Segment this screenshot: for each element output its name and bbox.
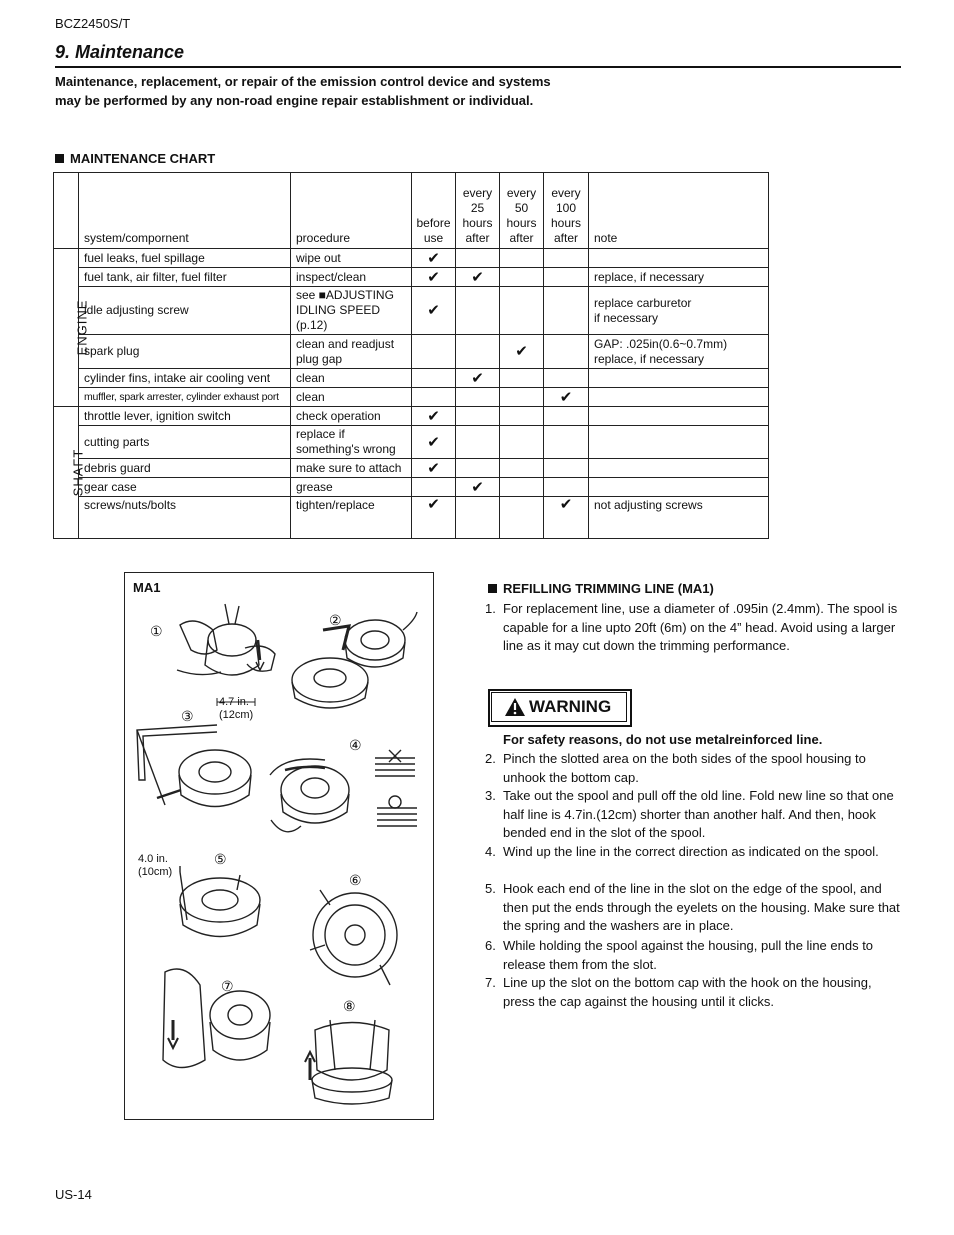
table-row: [54, 426, 769, 459]
header-blank: [54, 173, 79, 249]
intro-text: Maintenance, replacement, or repair of the emission control device and systems may be performed by any non-road engine repair establishment or individual.: [55, 74, 551, 108]
row-procedure: tighten/replace: [291, 497, 412, 539]
check-icon: ✔: [456, 369, 500, 388]
check-icon: ✔: [500, 335, 544, 369]
refill-heading: REFILLING TRIMMING LINE (MA1): [488, 581, 714, 596]
step2-illustration: [292, 612, 417, 708]
header-every-25: every 25 hours after: [456, 173, 500, 249]
group-engine: ENGINE: [54, 249, 79, 407]
refill-step-7: 7. Line up the slot on the bottom cap with the hook on the housing, press the cap against the housing until it clicks.: [485, 975, 872, 1009]
check-icon: ✔: [412, 426, 456, 459]
row-note: GAP: .025in(0.6~0.7mm) replace, if necessary: [589, 335, 769, 369]
row-note: [589, 426, 769, 459]
header-every-50: every 50 hours after: [500, 173, 544, 249]
row-procedure: inspect/clean: [291, 268, 412, 287]
figure-label: MA1: [133, 580, 161, 595]
header-every-100: every 100 hours after: [544, 173, 589, 249]
row-note: replace, if necessary: [589, 268, 769, 287]
step7-illustration: [163, 969, 270, 1068]
check-icon: ✔: [544, 388, 589, 407]
step-number-7: ⑦: [221, 978, 234, 994]
refill-step-4: 4. Wind up the line in the correct direction as indicated on the spool.: [485, 844, 879, 859]
step-number-3: ③: [181, 708, 194, 724]
step8-illustration: [305, 1020, 392, 1104]
row-note: [589, 249, 769, 268]
page-number: US-14: [55, 1187, 92, 1202]
row-system: fuel leaks, fuel spillage: [79, 249, 291, 268]
row-system: debris guard: [79, 459, 291, 478]
square-bullet-icon: [55, 154, 64, 163]
refill-step-6: 6. While holding the spool against the housing, pull the line ends to release them from the slot.: [485, 938, 874, 972]
row-note: [589, 369, 769, 388]
warning-triangle-icon: [504, 697, 526, 717]
row-procedure: check operation: [291, 407, 412, 426]
header-before-use: before use: [412, 173, 456, 249]
check-icon: ✔: [544, 497, 589, 539]
row-note: [589, 388, 769, 407]
check-icon: ✔: [412, 407, 456, 426]
row-note: not adjusting screws: [589, 497, 769, 539]
header-procedure: procedure: [291, 173, 412, 249]
row-system: spark plug: [79, 335, 291, 369]
warning-text: For safety reasons, do not use metalreinforced line.: [503, 732, 823, 747]
check-icon: ✔: [412, 459, 456, 478]
row-system: cylinder fins, intake air cooling vent: [79, 369, 291, 388]
table-row: [54, 407, 769, 426]
table-row: [54, 335, 769, 369]
step5-illustration: [180, 866, 260, 937]
row-system: screws/nuts/bolts: [79, 497, 291, 539]
check-icon: ✔: [412, 268, 456, 287]
refill-step-3: 3. Take out the spool and pull off the old line. Fold new line so that one half line is 4.7in.(12cm) shorter than another half. And then, hook bended end in the slot of the spool.: [485, 788, 894, 840]
check-icon: ✔: [456, 478, 500, 497]
maintenance-chart-table: [53, 172, 769, 539]
check-icon: ✔: [412, 249, 456, 268]
row-system: throttle lever, ignition switch: [79, 407, 291, 426]
row-procedure: grease: [291, 478, 412, 497]
step-number-4: ④: [349, 737, 362, 753]
row-note: [589, 407, 769, 426]
table-row: [54, 459, 769, 478]
refill-step-2: 2. Pinch the slotted area on the both sides of the spool housing to unhook the bottom cap.: [485, 751, 866, 785]
table-row: [54, 478, 769, 497]
row-system: idle adjusting screw: [79, 287, 291, 335]
table-row: [54, 497, 769, 539]
row-note: [589, 459, 769, 478]
row-procedure: clean: [291, 388, 412, 407]
warning-label: WARNING: [491, 692, 627, 722]
step4-illustration: [270, 750, 417, 832]
step-number-1: ①: [150, 623, 163, 639]
step6-illustration: [310, 890, 397, 985]
section-title: 9. Maintenance: [55, 42, 185, 62]
row-procedure: wipe out: [291, 249, 412, 268]
header-note: note: [589, 173, 769, 249]
row-procedure: clean and readjust plug gap: [291, 335, 412, 369]
dimension-label-4-0in: 4.0 in. (10cm): [138, 853, 173, 878]
table-row: [54, 287, 769, 335]
row-system: cutting parts: [79, 426, 291, 459]
row-note: [589, 478, 769, 497]
group-shaft: SHAFT: [54, 407, 79, 539]
model-number: BCZ2450S/T: [55, 16, 131, 31]
step-number-5: ⑤: [214, 851, 227, 867]
row-procedure: replace if something's wrong: [291, 426, 412, 459]
refill-step-5: 5. Hook each end of the line in the slot on the edge of the spool, and then put the ends through the eyelets on the housing. Make sure that the spring and the washers are in place.: [485, 881, 900, 933]
table-row: [54, 268, 769, 287]
step-number-6: ⑥: [349, 872, 362, 888]
row-note: replace carburetor if necessary: [589, 287, 769, 335]
table-header-row: [54, 173, 769, 249]
step1-illustration: [177, 604, 275, 675]
square-bullet-icon: [488, 584, 497, 593]
table-row: [54, 388, 769, 407]
check-icon: ✔: [456, 268, 500, 287]
refill-step-1: 1. For replacement line, use a diameter of .095in (2.4mm). The spool is capable for a line upto 20ft (6m) on the 4” head. Avoid using a larger line as it may cut down the trimming performance.: [485, 601, 898, 653]
title-rule: [55, 66, 901, 68]
row-system: fuel tank, air filter, fuel filter: [79, 268, 291, 287]
step-number-8: ⑧: [343, 998, 356, 1014]
row-system: gear case: [79, 478, 291, 497]
row-procedure: see ■ADJUSTING IDLING SPEED (p.12): [291, 287, 412, 335]
table-row: [54, 249, 769, 268]
table-row: [54, 369, 769, 388]
dimension-label-4-7in: 4.7 in. (12cm): [219, 696, 254, 721]
check-icon: ✔: [412, 287, 456, 335]
row-system: muffler, spark arrester, cylinder exhaust port: [79, 388, 291, 407]
header-system: system/compornent: [79, 173, 291, 249]
row-procedure: clean: [291, 369, 412, 388]
step-number-2: ②: [329, 612, 342, 628]
check-icon: ✔: [412, 497, 456, 539]
row-procedure: make sure to attach: [291, 459, 412, 478]
maintenance-chart-heading: MAINTENANCE CHART: [55, 151, 215, 166]
